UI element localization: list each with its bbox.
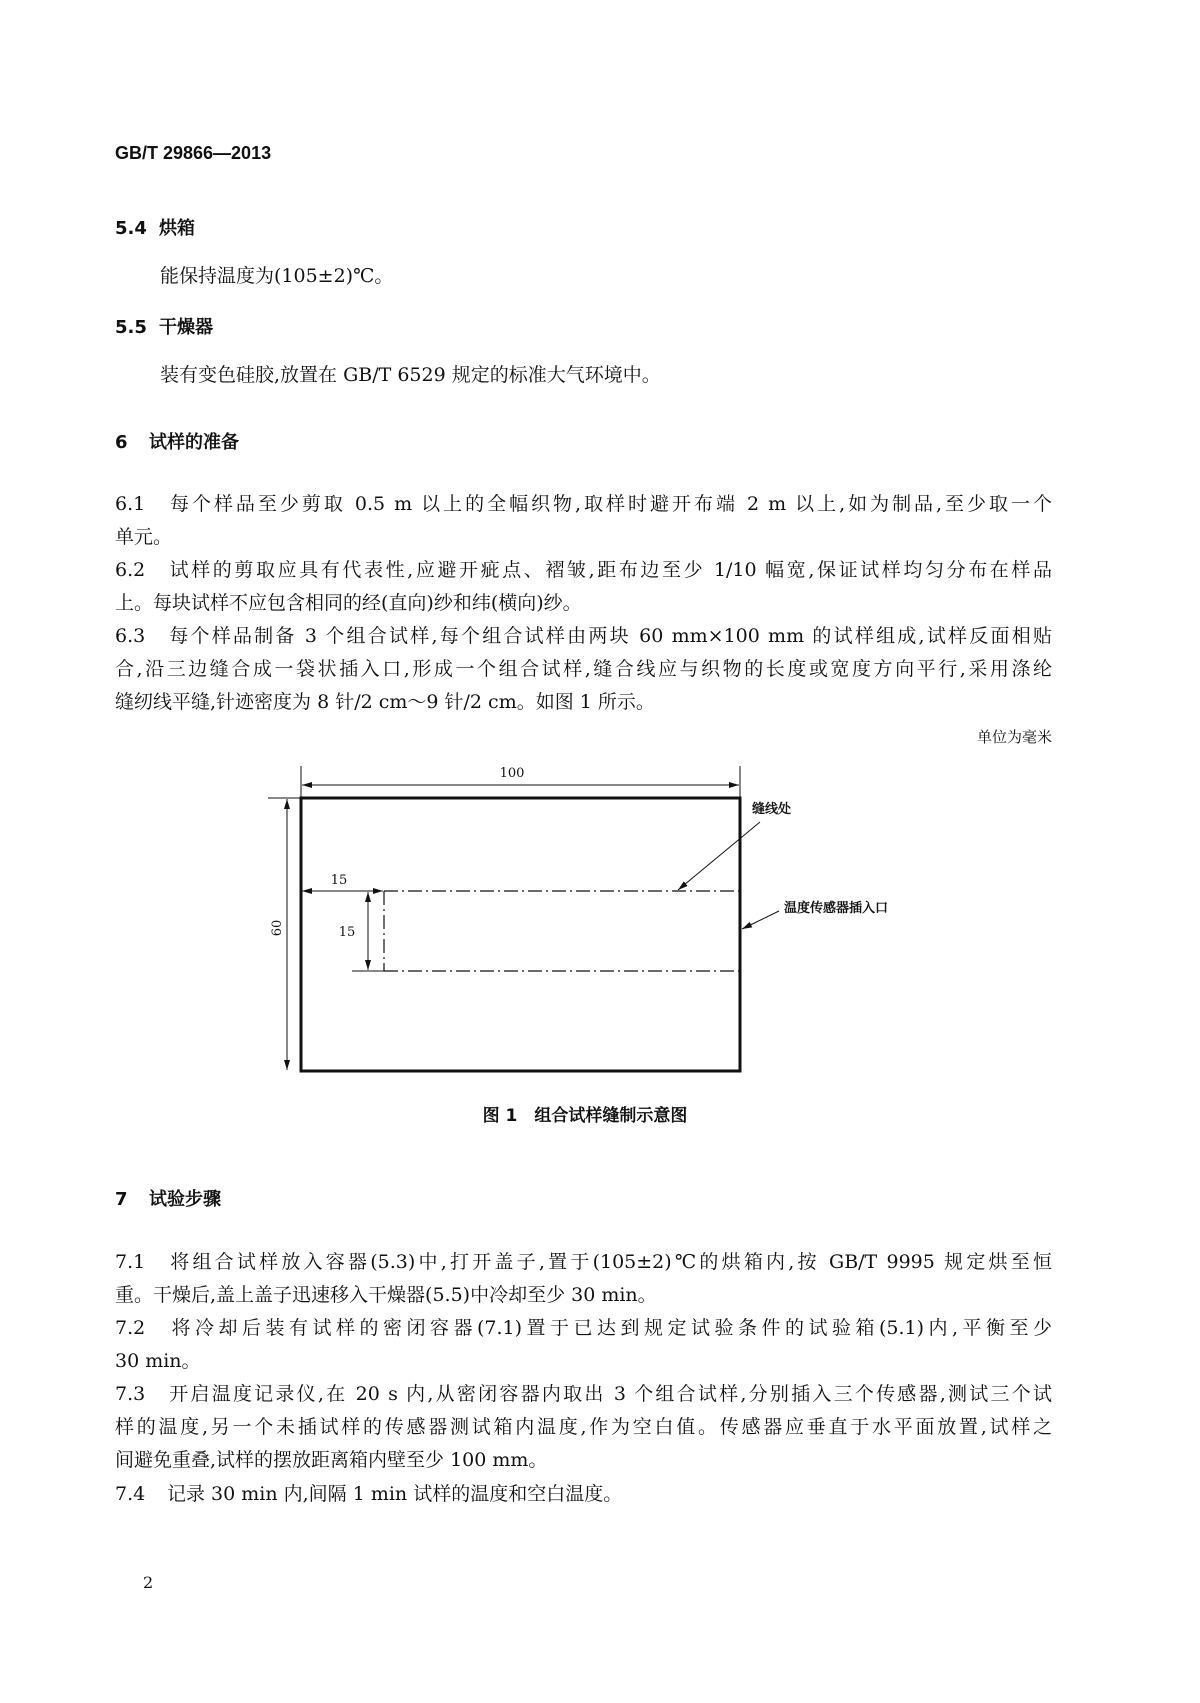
section-number: 5.4 [115, 218, 147, 239]
sensor-opening-label: 温度传感器插入口 [784, 901, 889, 916]
clause-6-3-line-3: 缝纫线平缝,针迹密度为 8 针/2 cm～9 针/2 cm。如图 1 所示。 [115, 691, 655, 713]
clause-text: 试样的剪取应具有代表性,应避开疵点、褶皱,距布边至少 1/10 幅宽,保证试样均匀分布在样品 [167, 559, 1052, 581]
section-title: 烘箱 [159, 218, 195, 239]
clause-number: 7.4 [115, 1483, 146, 1505]
clause-number: 7.3 [115, 1383, 146, 1405]
figure-caption: 图 1 组合试样缝制示意图 [482, 1106, 688, 1126]
clause-6-2-line-2: 上。每块试样不应包含相同的经(直向)纱和纬(横向)纱。 [115, 592, 582, 614]
clause-7-3-line-1 [115, 1378, 1052, 1411]
clause-text: 记录 30 min 内,间隔 1 min 试样的温度和空白温度。 [167, 1483, 623, 1505]
section-7-heading [115, 1185, 221, 1211]
clause-number: 7.2 [115, 1317, 146, 1339]
clause-text: 将组合试样放入容器(5.3)中,打开盖子,置于(105±2)℃的烘箱内,按 GB/T 9995 规定烘至恒 [167, 1251, 1052, 1273]
clause-7-1-line-2: 重。干燥后,盖上盖子迅速移入干燥器(5.5)中冷却至少 30 min。 [115, 1284, 657, 1306]
clause-7-3-line-2: 样的温度,另一个未插试样的传感器测试箱内温度,作为空白值。传感器应垂直于水平面放置,试样之 [115, 1416, 1052, 1438]
sensor-leader-line [742, 911, 779, 929]
offset-dimension-label: 15 [330, 873, 348, 888]
seam-label: 缝线处 [752, 802, 792, 817]
clause-number: 7.1 [115, 1251, 146, 1273]
clause-7-1-line-1 [115, 1246, 1052, 1279]
clause-number: 6.2 [115, 559, 146, 581]
section-number: 7 [115, 1189, 128, 1210]
section-5-4-text: 能保持温度为(105±2)℃。 [160, 265, 394, 287]
clause-7-2-line-2: 30 min。 [115, 1350, 201, 1372]
clause-number: 6.3 [115, 625, 146, 647]
section-number: 5.5 [115, 317, 147, 338]
document-code-header: GB/T 29866—2013 [115, 143, 272, 163]
clause-6-1-line-2: 单元。 [115, 526, 173, 548]
section-title: 试验步骤 [149, 1189, 221, 1210]
clause-7-3-line-3: 间避免重叠,试样的摆放距离箱内壁至少 100 mm。 [115, 1449, 548, 1471]
section-title: 干燥器 [159, 317, 213, 338]
width-dimension-label: 100 [499, 766, 525, 781]
unit-note: 单位为毫米 [976, 728, 1052, 746]
height-dimension-label: 60 [270, 919, 285, 937]
clause-text: 每个样品至少剪取 0.5 m 以上的全幅织物,取样时避开布端 2 m 以上,如为制品,至少取一个 [167, 493, 1052, 515]
clause-text: 将冷却后装有试样的密闭容器(7.1)置于已达到规定试验条件的试验箱(5.1)内,平衡至少 [167, 1317, 1052, 1339]
opening-dimension-label: 15 [338, 925, 356, 940]
section-title: 试样的准备 [149, 432, 239, 453]
clause-7-2-line-1 [115, 1312, 1052, 1345]
clause-text: 每个样品制备 3 个组合试样,每个组合试样由两块 60 mm×100 mm 的试样组成,试样反面相贴 [167, 625, 1052, 647]
section-number: 6 [115, 432, 128, 453]
clause-6-3-line-2: 合,沿三边缝合成一袋状插入口,形成一个组合试样,缝合线应与织物的长度或宽度方向平行,采用涤纶 [115, 658, 1052, 680]
section-5-5-text: 装有变色硅胶,放置在 GB/T 6529 规定的标准大气环境中。 [160, 364, 661, 386]
sample-outline [301, 798, 740, 1071]
clause-7-4-line-1 [115, 1478, 1052, 1511]
clause-number: 6.1 [115, 493, 146, 515]
page-number: 2 [143, 1573, 154, 1592]
clause-text: 开启温度记录仪,在 20 s 内,从密闭容器内取出 3 个组合试样,分别插入三个传感器,测试三个试 [167, 1383, 1052, 1405]
seam-leader-line [678, 822, 760, 890]
